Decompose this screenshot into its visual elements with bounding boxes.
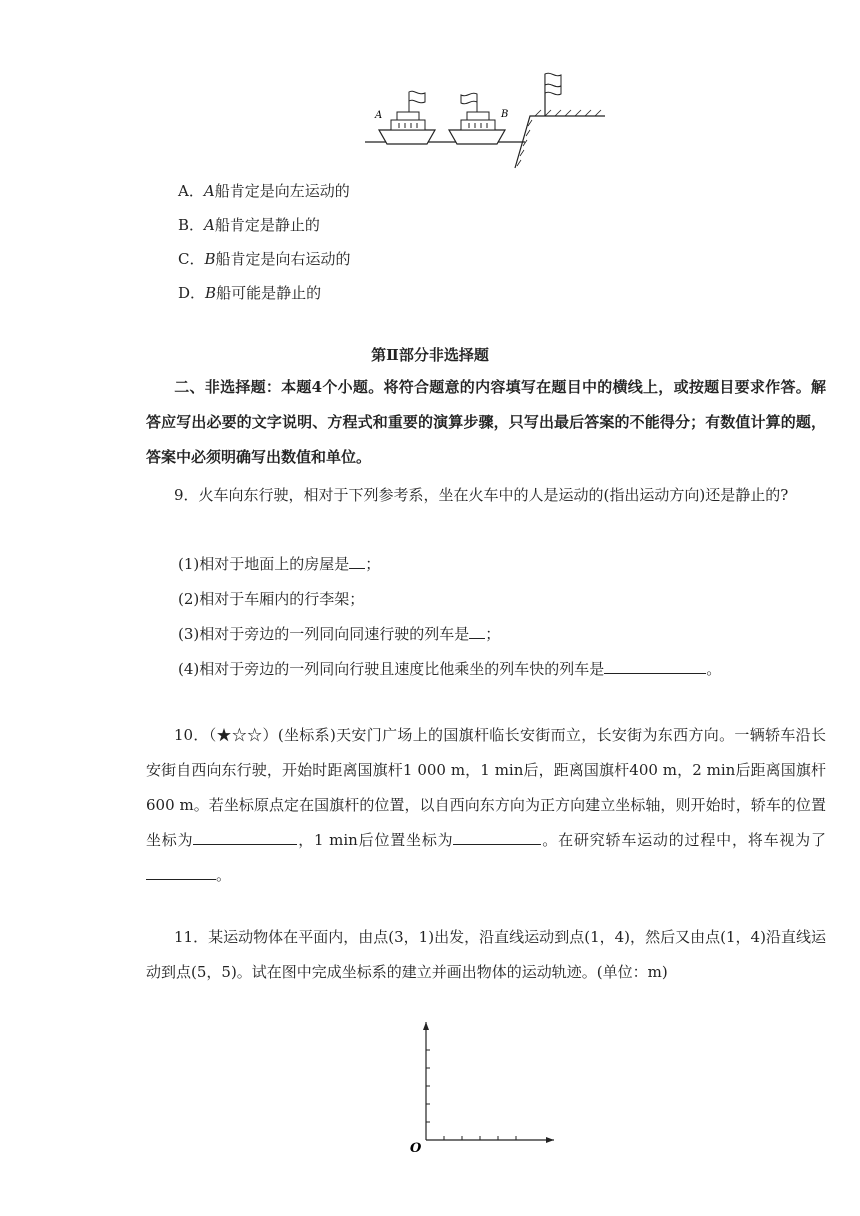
q10-text-3: 。在研究轿车运动的过程中，将车视为了: [541, 831, 826, 849]
q9-item-4: [178, 659, 721, 679]
answer-blank[interactable]: [469, 624, 485, 639]
option-letter: A．: [178, 182, 204, 200]
q10-text-4: 。: [216, 866, 232, 884]
answer-blank[interactable]: [604, 659, 706, 674]
question-11: [146, 920, 826, 990]
option-a: [178, 181, 350, 201]
option-c: [178, 249, 351, 269]
q9-item-3: [178, 624, 500, 644]
q9-item-tail: ；: [365, 555, 381, 573]
option-text: 船可能是静止的: [216, 284, 322, 302]
q9-item-text: (4)相对于旁边的一列同向行驶且速度比他乘坐的列车快的列车是: [178, 660, 605, 678]
boat-b-label: B: [501, 109, 509, 120]
q9-item-text: (1)相对于地面上的房屋是: [178, 555, 350, 573]
option-text: 船肯定是向右运动的: [215, 250, 351, 268]
option-d: [178, 283, 321, 303]
ship-label: B: [204, 250, 216, 268]
ship-label: A: [204, 216, 215, 234]
section-title: 第Ⅱ部分非选择题: [371, 346, 489, 364]
option-letter: C．: [178, 250, 205, 268]
q9-item-text: (2)相对于车厢内的行李架；: [178, 590, 365, 608]
q10-text-2: ，1 min后位置坐标为: [297, 831, 454, 849]
boat-a-label: A: [375, 110, 383, 121]
answer-blank-start-position[interactable]: [193, 830, 297, 845]
q9-item-text: (3)相对于旁边的一列同向同速行驶的列车是: [178, 625, 470, 643]
answer-blank-model[interactable]: [146, 865, 216, 880]
q11-text: 11．某运动物体在平面内，由点(3，1)出发，沿直线运动到点(1，4)，然后又由点(1，4)沿直线运动到点(5，5)。试在图中完成坐标系的建立并画出物体的运动轨迹。(单位：m): [146, 928, 826, 981]
q9-item-1: [178, 554, 380, 574]
q9-item-2: [178, 589, 364, 609]
answer-blank-1min-position[interactable]: [453, 830, 541, 845]
ship-label: A: [203, 182, 215, 200]
ship-label: B: [205, 284, 217, 302]
coordinate-axes-figure[interactable]: [408, 1018, 558, 1158]
q9-item-tail: 。: [706, 660, 722, 678]
option-text: 船肯定是静止的: [214, 216, 320, 234]
answer-blank[interactable]: [349, 554, 365, 569]
question-10: [146, 718, 826, 893]
option-b: [178, 215, 320, 235]
question-9-stem: [146, 478, 826, 513]
option-text: 船肯定是向左运动的: [214, 182, 350, 200]
boat-b: [449, 93, 505, 144]
boat-a: [379, 91, 435, 144]
q9-stem-text: 9．火车向东行驶，相对于下列参考系，坐在火车中的人是运动的(指出运动方向)还是静止的?: [174, 486, 789, 504]
instructions-text: 二、非选择题：本题4个小题。将符合题意的内容填写在题目中的横线上，或按题目要求作答。解答应写出必要的文字说明、方程式和重要的演算步骤，只写出最后答案的不能得分；有数值计算的题，答案中必须明确写出数值和单位。: [146, 378, 826, 466]
option-letter: D．: [178, 284, 206, 302]
option-letter: B．: [178, 216, 205, 234]
origin-label: O: [410, 1141, 422, 1156]
boats-figure: [365, 70, 605, 170]
q9-item-tail: ；: [485, 625, 501, 643]
q10-text-1: 10．（★☆☆）(坐标系)天安门广场上的国旗杆临长安街而立，长安街为东西方向。一辆轿车沿长安街自西向东行驶，开始时距离国旗杆1 000 m，1 min后，距离国旗杆400 m，2 min后距离国旗杆600 m。若坐标原点定在国旗杆的位置，以自西向东方向为正方向建立坐标轴，则开始时，轿车的位置坐标为: [146, 726, 826, 849]
section-instructions: [146, 370, 826, 475]
